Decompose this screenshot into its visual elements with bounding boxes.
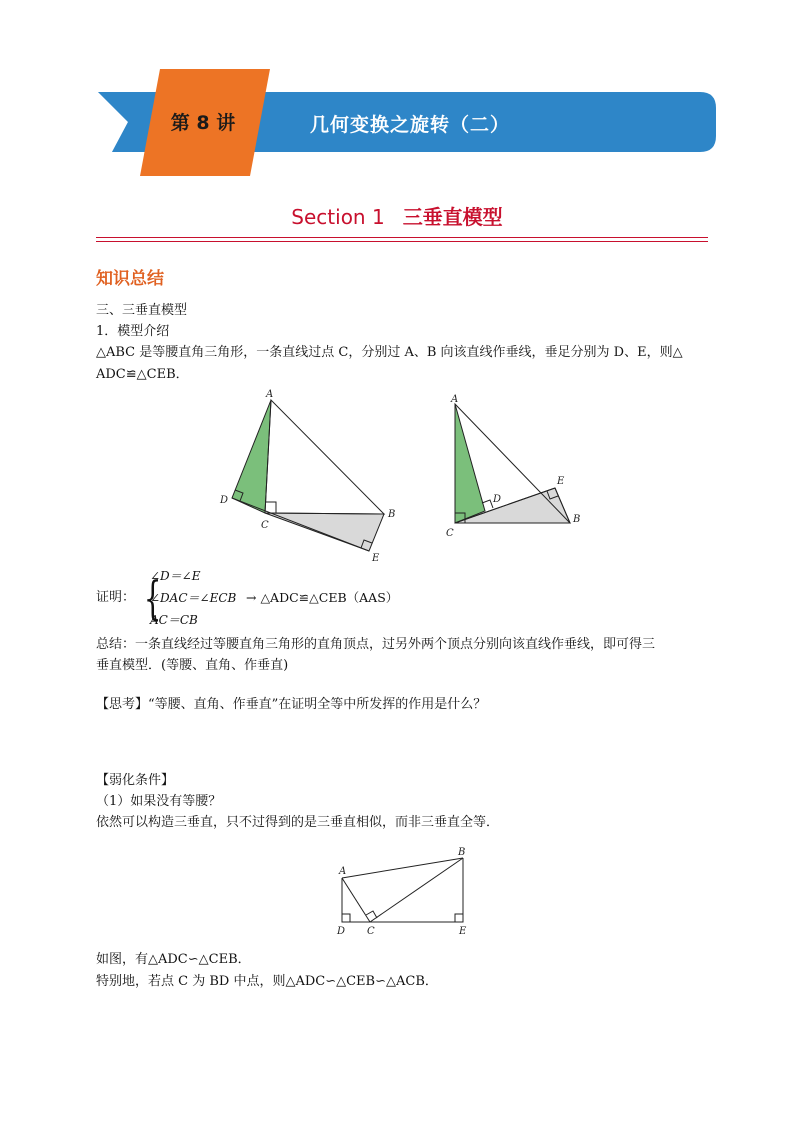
fig1-triangle-ceb <box>265 513 384 551</box>
lesson-title: 几何变换之旋转（二） <box>310 114 511 136</box>
section-rule-thin <box>96 241 708 242</box>
proof-line-2: ∠DAC＝∠ECB <box>150 591 237 605</box>
figure-1 <box>210 385 410 565</box>
intro-line-1: △ABC 是等腰直角三角形，一条直线过点 C，分别过 A、B 向该直线作垂线，垂足分别为 D、E，则△ <box>96 345 683 360</box>
proof-label: 证明： <box>96 590 136 605</box>
think-question: 【思考】“等腰、直角、作垂直”在证明全等中所发挥的作用是什么？ <box>96 697 487 712</box>
fig3-label-a: A <box>339 866 347 877</box>
fig3-right-angle-e <box>455 914 463 922</box>
fig2-label-b: B <box>573 514 581 525</box>
fig1-triangle-adc <box>232 400 271 513</box>
fig2-label-a: A <box>451 394 459 405</box>
fig1-label-d: D <box>220 495 229 506</box>
conclusion-line-1: 如图，有△ADC∽△CEB． <box>96 952 251 967</box>
fig3-line-ac <box>342 878 370 922</box>
knowledge-heading: 知识总结 <box>96 269 164 289</box>
weaken-heading: 【弱化条件】 <box>96 773 175 788</box>
fig1-label-b: B <box>388 509 396 520</box>
section-rule-thick <box>96 237 708 238</box>
fig2-triangle-adc <box>455 404 485 523</box>
fig3-line-ab <box>342 858 463 878</box>
summary-line-2: 垂直模型．(等腰、直角、作垂直) <box>96 658 289 673</box>
fig3-label-e: E <box>459 926 467 937</box>
subheading: 三、三垂直模型 <box>96 303 188 318</box>
fig3-label-d: D <box>337 926 346 937</box>
fig1-triangle-abc <box>265 400 384 514</box>
fig3-right-angle-c <box>366 911 377 918</box>
fig2-label-c: C <box>446 528 454 539</box>
conclusion-line-2: 特别地，若点 C 为 BD 中点，则△ADC∽△CEB∽△ACB． <box>96 974 438 989</box>
section-label: Section 1 <box>291 205 385 229</box>
fig3-label-c: C <box>367 926 375 937</box>
weaken-question-1: （1）如果没有等腰？ <box>96 794 222 809</box>
fig1-label-a: A <box>266 389 274 400</box>
figure-2 <box>440 390 590 545</box>
section-title <box>0 201 794 230</box>
figure-3 <box>330 843 480 938</box>
header-banner <box>0 0 794 200</box>
fig2-label-d: D <box>493 494 502 505</box>
proof-line-3: AC＝CB <box>150 613 198 627</box>
proof-brace: { <box>143 571 162 625</box>
fig1-label-c: C <box>261 520 269 531</box>
fig1-label-e: E <box>372 553 380 564</box>
fig3-line-cb <box>370 858 463 922</box>
intro-line-2: ADC≌△CEB． <box>96 367 189 382</box>
item-1: 1．模型介绍 <box>96 324 170 339</box>
fig3-right-angle-d <box>342 914 350 922</box>
weaken-answer-1: 依然可以构造三垂直，只不过得到的是三垂直相似，而非三垂直全等． <box>96 815 500 830</box>
proof-line-1: ∠D＝∠E <box>150 569 201 583</box>
fig3-label-b: B <box>458 847 466 858</box>
lesson-number: 第 8 讲 <box>170 112 236 134</box>
summary-line-1: 总结：一条直线经过等腰直角三角形的直角顶点，过另外两个顶点分别向该直线作垂线，即可得三 <box>96 637 656 652</box>
section-name: 三垂直模型 <box>402 205 503 229</box>
proof-result: → △ADC≌△CEB（AAS） <box>246 590 399 605</box>
fig2-label-e: E <box>557 476 565 487</box>
